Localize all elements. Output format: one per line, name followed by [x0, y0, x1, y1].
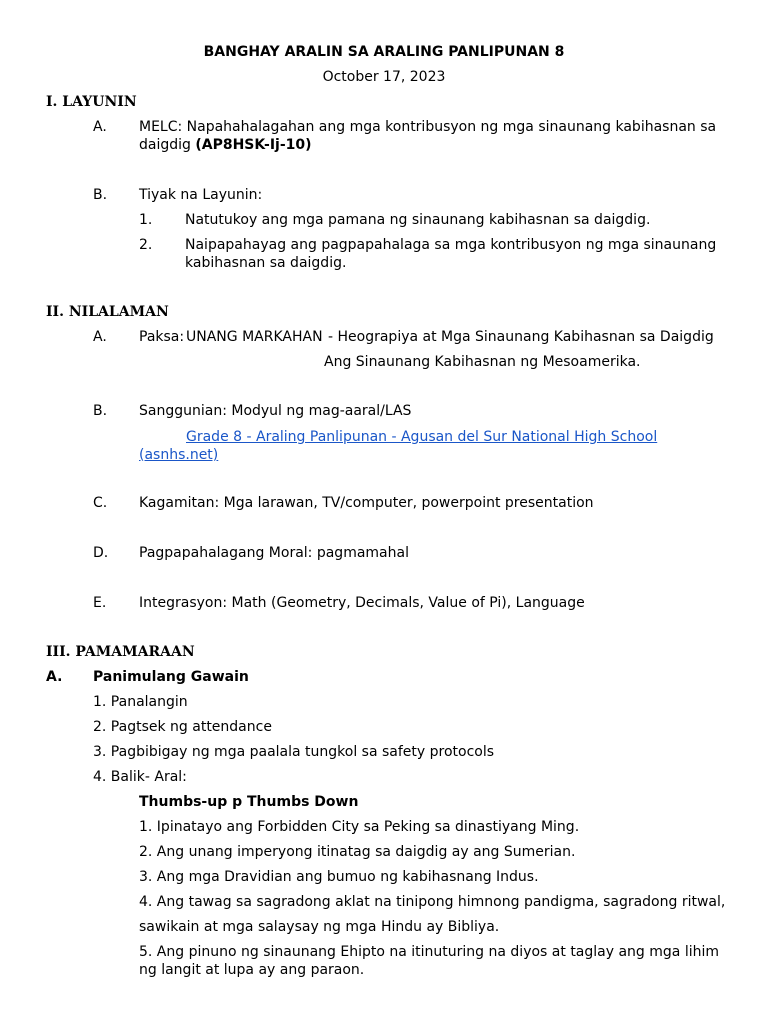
sanggunian-text: Sanggunian: Modyul ng mag-aaral/LAS: [139, 403, 412, 419]
section-heading-layunin: I. LAYUNIN: [46, 94, 137, 110]
objective-number: 2.: [139, 237, 153, 253]
section-heading-pamamaraan: III. PAMAMARAAN: [46, 644, 195, 660]
question-item: 4. Ang tawag sa sagradong aklat na tinipong himnong pandigma, sagradong ritwal,: [139, 894, 726, 910]
question-item-continued: ng langit at lupa ay ang paraon.: [139, 962, 365, 978]
objective-number: 1.: [139, 212, 153, 228]
document-title: BANGHAY ARALIN SA ARALING PANLIPUNAN 8: [203, 44, 565, 60]
item-letter: C.: [93, 495, 108, 511]
kagamitan-text: Kagamitan: Mga larawan, TV/computer, powerpoint presentation: [139, 495, 594, 511]
paksa-markahan: UNANG MARKAHAN: [186, 329, 323, 345]
document-date: October 17, 2023: [322, 69, 446, 85]
reference-link[interactable]: Grade 8 - Araling Panlipunan - Agusan del Sur National High School: [186, 429, 658, 445]
objective-text: Natutukoy ang mga pamana ng sinaunang kabihasnan sa daigdig.: [185, 212, 651, 228]
paksa-label: Paksa:: [139, 329, 185, 345]
objective-text-continued: kabihasnan sa daigdig.: [185, 255, 347, 271]
step-item: 4. Balik- Aral:: [93, 769, 187, 785]
question-item: 3. Ang mga Dravidian ang bumuo ng kabihasnang Indus.: [139, 869, 539, 885]
item-letter: A.: [46, 669, 63, 685]
step-item: 1. Panalangin: [93, 694, 188, 710]
item-letter: A.: [93, 119, 107, 135]
question-item-continued: sawikain at mga salaysay ng mga Hindu ay Bibliya.: [139, 919, 500, 935]
item-letter: A.: [93, 329, 107, 345]
paksa-topic: - Heograpiya at Mga Sinaunang Kabihasnan sa Daigdig: [328, 329, 714, 345]
integrasyon-text: Integrasyon: Math (Geometry, Decimals, Value of Pi), Language: [139, 595, 585, 611]
section-heading-nilalaman: II. NILALAMAN: [46, 304, 169, 320]
question-item: 2. Ang unang imperyong itinatag sa daigdig ay ang Sumerian.: [139, 844, 576, 860]
item-letter: B.: [93, 403, 108, 419]
activity-title: Thumbs-up p Thumbs Down: [139, 794, 359, 810]
item-letter: B.: [93, 187, 108, 203]
step-item: 2. Pagtsek ng attendance: [93, 719, 272, 735]
melc-text: MELC: Napahahalagahan ang mga kontribusyon ng mga sinaunang kabihasnan sa: [139, 119, 717, 135]
objective-text: Naipapahayag ang pagpapahalaga sa mga kontribusyon ng mga sinaunang: [185, 237, 717, 253]
step-item: 3. Pagbibigay ng mga paalala tungkol sa safety protocols: [93, 744, 495, 760]
reference-link-continued[interactable]: (asnhs.net): [139, 447, 219, 463]
paksa-subtopic: Ang Sinaunang Kabihasnan ng Mesoamerika.: [324, 354, 641, 370]
melc-text-continued: [139, 136, 312, 154]
item-letter: E.: [93, 595, 107, 611]
tiyak-na-layunin: Tiyak na Layunin:: [139, 187, 263, 203]
question-item: 5. Ang pinuno ng sinaunang Ehipto na itinuturing na diyos at taglay ang mga lihim: [139, 944, 719, 960]
question-item: 1. Ipinatayo ang Forbidden City sa Peking sa dinastiyang Ming.: [139, 819, 580, 835]
melc-text-end: daigdig: [139, 137, 191, 153]
item-letter: D.: [93, 545, 109, 561]
panimulang-gawain-title: Panimulang Gawain: [93, 669, 249, 685]
melc-code: (AP8HSK-Ij-10): [195, 137, 312, 153]
pagpapahalagang-moral-text: Pagpapahalagang Moral: pagmamahal: [139, 545, 409, 561]
